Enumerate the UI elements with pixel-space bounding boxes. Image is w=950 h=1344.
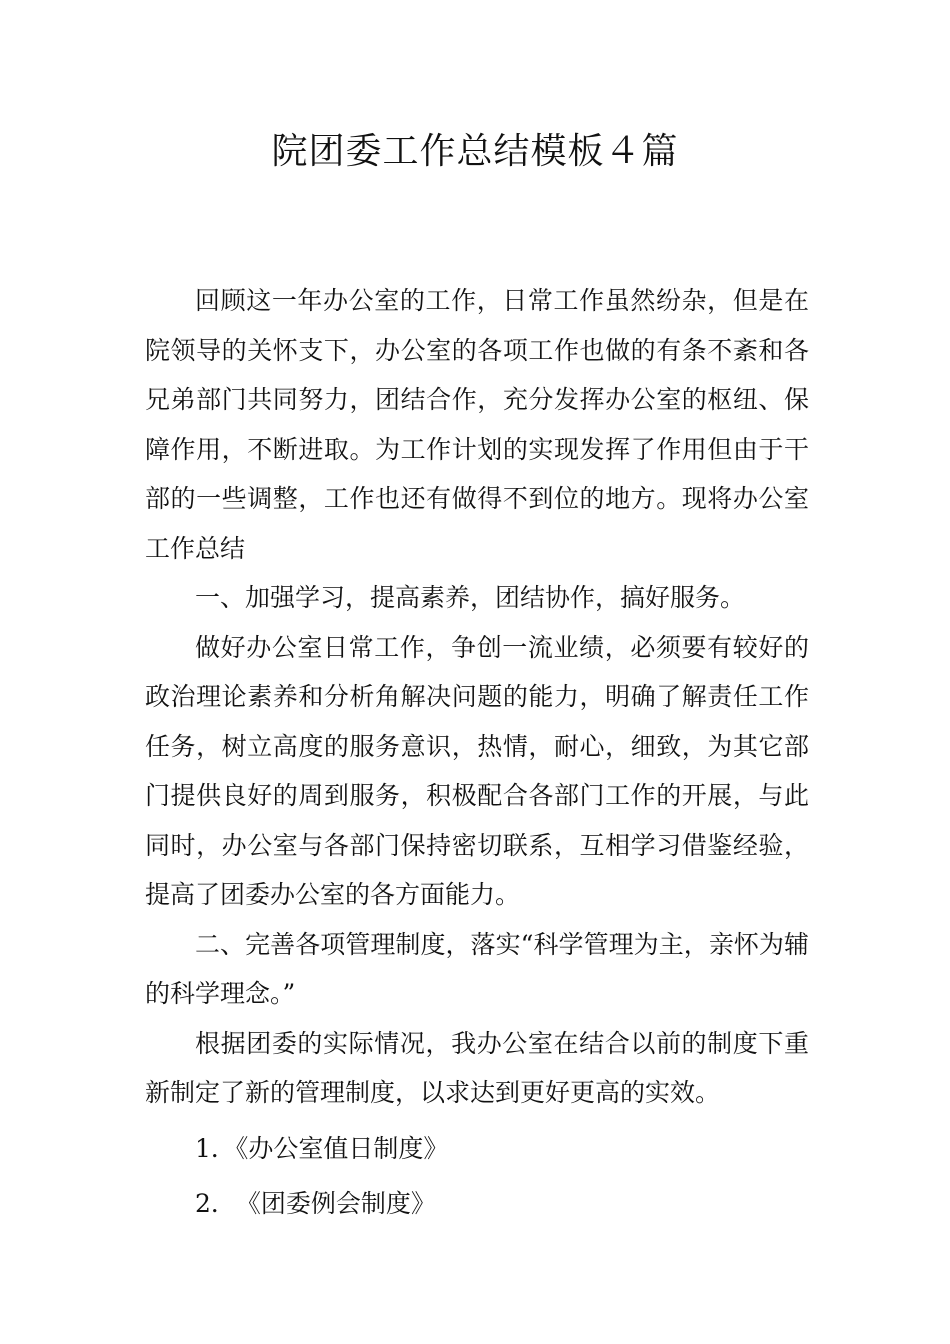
paragraph-section-1: 做好办公室日常工作，争创一流业绩，必须要有较好的政治理论素养和分析角解决问题的能力，明确了解责任工作任务，树立高度的服务意识，热情，耐心，细致，为其它部门提供良好的周到服务，积极配合各部门工作的开展，与此同时，办公室与各部门保持密切联系，互相学习借鉴经验，提高了团委办公室的各方面能力。 [145,632,809,909]
paragraph-section-2: 根据团委的实际情况，我办公室在结合以前的制度下重新制定了新的管理制度，以求达到更好更高的实效。 [145,1028,809,1107]
paragraph-intro: 回顾这一年办公室的工作，日常工作虽然纷杂，但是在院领导的关怀支下，办公室的各项工作也做的有条不紊和各兄弟部门共同努力，团结合作，充分发挥办公室的枢纽、保障作用，不断进取。为工作计划的实现发挥了作用但由于干部的一些调整，工作也还有做得不到位的地方。现将办公室工作总结 [145,286,809,563]
document-title: 院团委工作总结模板４篇 [271,131,679,172]
section-heading-2: 二、完善各项管理制度，落实“科学管理为主，亲怀为辅的科学理念。” [145,929,809,1008]
list-item-1: 1．《办公室值日制度》 [195,1133,449,1163]
list-item-2: 2． 《团委例会制度》 [195,1189,436,1218]
section-heading-1: 一、加强学习，提高素养，团结协作，搞好服务。 [195,583,746,612]
document-body [145,276,809,1229]
